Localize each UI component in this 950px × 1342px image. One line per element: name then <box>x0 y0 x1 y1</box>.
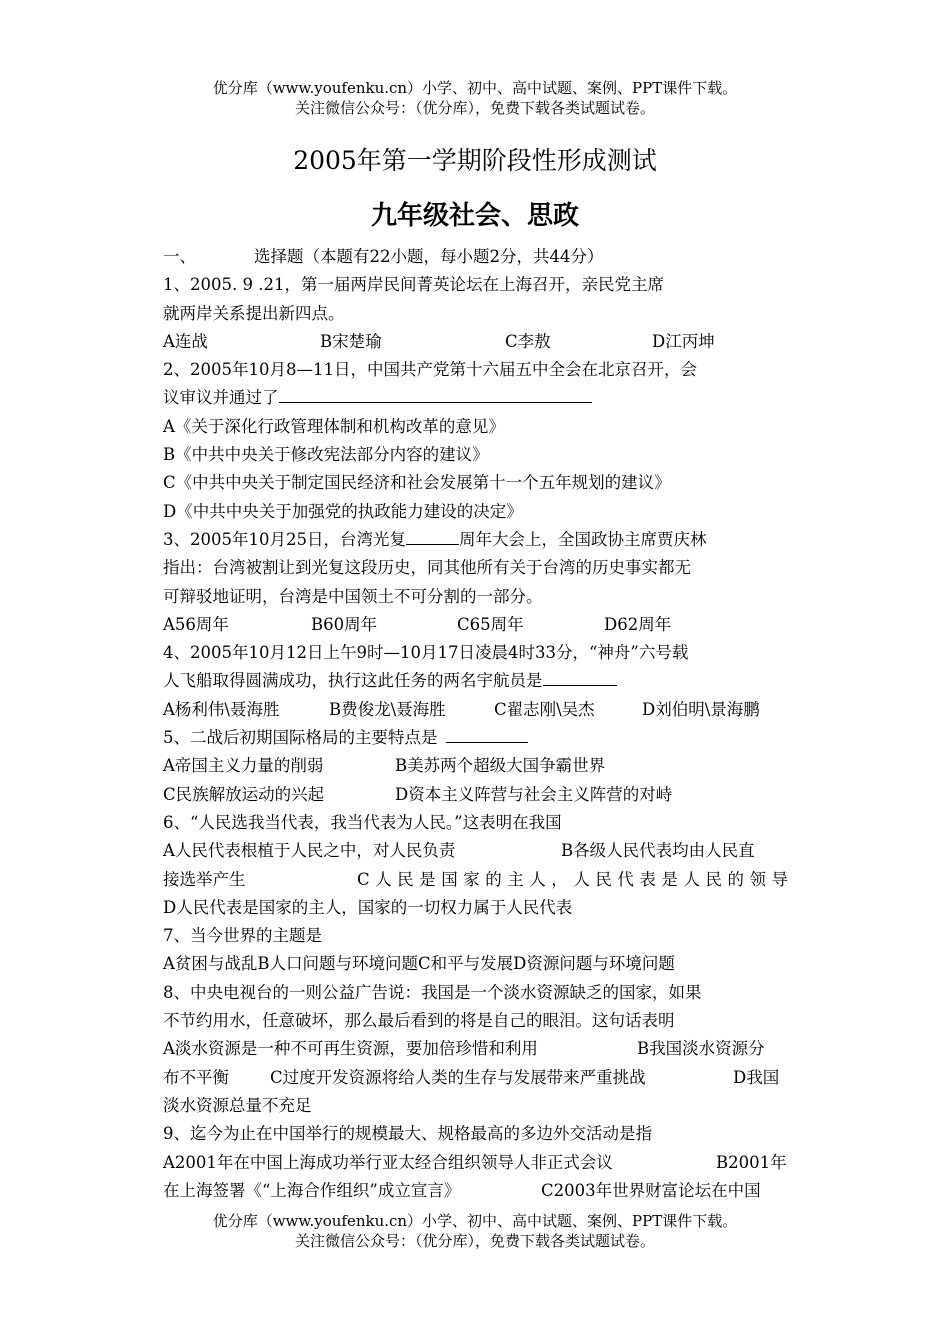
q2-stem-text: 议审议并通过了 <box>163 388 279 408</box>
q6-option-a: A人民代表根植于人民之中，对人民负责 <box>163 841 456 861</box>
q4-option-a: A杨利伟\聂海胜 <box>163 699 280 719</box>
q1-option-d: D江丙坤 <box>652 331 715 351</box>
q7-stem: 7、当今世界的主题是 <box>163 926 322 946</box>
q9-stem: 9、迄今为止在中国举行的规模最大、规格最高的多边外交活动是指 <box>163 1124 652 1144</box>
q8-option-c: C过度开发资源将给人类的生存与发展带来严重挑战 <box>270 1067 646 1087</box>
section-number: 一、 <box>163 247 196 266</box>
q4-stem-line-1: 4、2005年10月12日上午9时—10月17日凌晨4时33分，“神舟”六号载 <box>163 643 689 663</box>
q4-option-c: C翟志刚\吴杰 <box>494 699 595 719</box>
q6-option-d: D人民代表是国家的主人，国家的一切权力属于人民代表 <box>163 897 573 917</box>
q5-options-ab <box>163 752 788 780</box>
q5-option-c: C民族解放运动的兴起 <box>163 784 325 804</box>
q4-stem-text: 人飞船取得圆满成功，执行这此任务的两名宇航员是 <box>163 671 543 691</box>
q3-stem-line-3: 可辩驳地证明，台湾是中国领土不可分割的一部分。 <box>163 586 543 606</box>
question-body <box>163 243 788 1205</box>
q5-option-b: B美苏两个超级大国争霸世界 <box>395 756 606 776</box>
q5-option-d: D资本主义阵营与社会主义阵营的对峙 <box>395 784 673 804</box>
q9-options-line-2 <box>163 1177 788 1205</box>
q1-option-b: B宋楚瑜 <box>320 331 382 351</box>
q5-options-cd <box>163 781 788 809</box>
q4-options <box>163 696 788 724</box>
header-line-1: 优分库（www.youfenku.cn）小学、初中、高中试题、案例、PPT课件下载。 <box>212 79 738 97</box>
q5-stem <box>163 724 788 752</box>
q2-answer-blank <box>279 384 592 403</box>
q6-options-line-2 <box>163 866 788 894</box>
q8-options-line-1 <box>163 1035 788 1063</box>
q1-options <box>163 328 788 356</box>
section-text: 选择题（本题有22小题，每小题2分，共44分） <box>254 247 604 266</box>
q6-option-b-part-2: 接选举产生 <box>163 869 246 889</box>
exam-title: 2005年第一学期阶段性形成测试 <box>293 146 657 175</box>
q1-stem-line-2: 就两岸关系提出新四点。 <box>163 303 345 323</box>
q8-option-a: A淡水资源是一种不可再生资源，要加倍珍惜和利用 <box>163 1039 538 1059</box>
footer-line-1: 优分库（www.youfenku.cn）小学、初中、高中试题、案例、PPT课件下载。 <box>212 1212 738 1230</box>
q3-stem-line-2: 指出：台湾被割让到光复这段历史，同其他所有关于台湾的历史事实都无 <box>163 558 691 578</box>
q9-option-b-part-1: B2001年 <box>716 1152 787 1172</box>
q3-answer-blank <box>406 526 459 545</box>
q7-options: A贫困与战乱B人口问题与环境问题C和平与发展D资源问题与环境问题 <box>163 954 675 974</box>
q8-stem-line-1: 8、中央电视台的一则公益广告说：我国是一个淡水资源缺乏的国家，如果 <box>163 982 702 1002</box>
q9-options-line-1 <box>163 1149 788 1177</box>
q3-stem-line-1 <box>163 526 788 554</box>
q9-option-c: C2003年世界财富论坛在中国 <box>541 1180 761 1200</box>
q2-option-a: A《关于深化行政管理体制和机构改革的意见》 <box>163 416 505 436</box>
q3-options <box>163 611 788 639</box>
q4-stem-line-2 <box>163 667 788 695</box>
q2-option-d: D《中共中央关于加强党的执政能力建设的决定》 <box>163 501 523 521</box>
q6-options-line-1 <box>163 837 788 865</box>
q5-stem-text: 5、二战后初期国际格局的主要特点是 <box>163 728 438 748</box>
q8-options-line-2 <box>163 1064 788 1092</box>
q8-option-b-part-1: B我国淡水资源分 <box>637 1039 765 1059</box>
section-heading <box>163 243 788 271</box>
q4-option-d: D刘伯明\景海鹏 <box>642 699 760 719</box>
q6-option-c: C人民是国家的主人，人民代表是人民的领导 <box>357 869 788 889</box>
header-line-2: 关注微信公众号：（优分库），免费下载各类试题试卷。 <box>294 99 655 117</box>
q4-option-b: B费俊龙\聂海胜 <box>329 699 446 719</box>
q8-option-d-part-2: 淡水资源总量不充足 <box>163 1095 312 1115</box>
q3-option-d: D62周年 <box>604 614 672 634</box>
q9-option-b-part-2: 在上海签署《“上海合作组织”成立宣言》 <box>163 1180 461 1200</box>
q1-stem-line-1: 1、2005. 9 .21，第一届两岸民间菁英论坛在上海召开，亲民党主席 <box>163 275 664 295</box>
q3-option-a: A56周年 <box>163 614 229 634</box>
q4-answer-blank <box>543 667 617 686</box>
q3-option-b: B60周年 <box>311 614 378 634</box>
exam-subtitle: 九年级社会、思政 <box>370 201 579 231</box>
q2-stem-line-1: 2、2005年10月8—11日，中国共产党第十六届五中全会在北京召开，会 <box>163 360 697 380</box>
q3-stem-part-1: 3、2005年10月25日，台湾光复 <box>163 529 406 549</box>
q8-option-b-part-2: 布不平衡 <box>163 1067 229 1087</box>
q6-option-b-part-1: B各级人民代表均由人民直 <box>561 841 755 861</box>
q5-answer-blank <box>446 724 528 743</box>
footer-line-2: 关注微信公众号：（优分库），免费下载各类试题试卷。 <box>294 1232 655 1250</box>
q9-option-a: A2001年在中国上海成功举行亚太经合组织领导人非正式会议 <box>163 1152 613 1172</box>
q2-option-b: B《中共中央关于修改宪法部分内容的建议》 <box>163 445 489 465</box>
q6-stem: 6、“人民选我当代表，我当代表为人民。”这表明在我国 <box>163 812 562 832</box>
q2-option-c: C《中共中央关于制定国民经济和社会发展第十一个五年规划的建议》 <box>163 473 671 493</box>
q3-stem-part-2: 周年大会上，全国政协主席贾庆林 <box>458 529 707 549</box>
q5-option-a: A帝国主义力量的削弱 <box>163 756 324 776</box>
q2-stem-line-2 <box>163 384 788 412</box>
q8-option-d-part-1: D我国 <box>733 1067 780 1087</box>
q3-option-c: C65周年 <box>457 614 524 634</box>
q1-option-a: A连战 <box>163 331 208 351</box>
q1-option-c: C李敖 <box>505 331 551 351</box>
q8-stem-line-2: 不节约用水，任意破坏，那么最后看到的将是自己的眼泪。这句话表明 <box>163 1011 675 1031</box>
